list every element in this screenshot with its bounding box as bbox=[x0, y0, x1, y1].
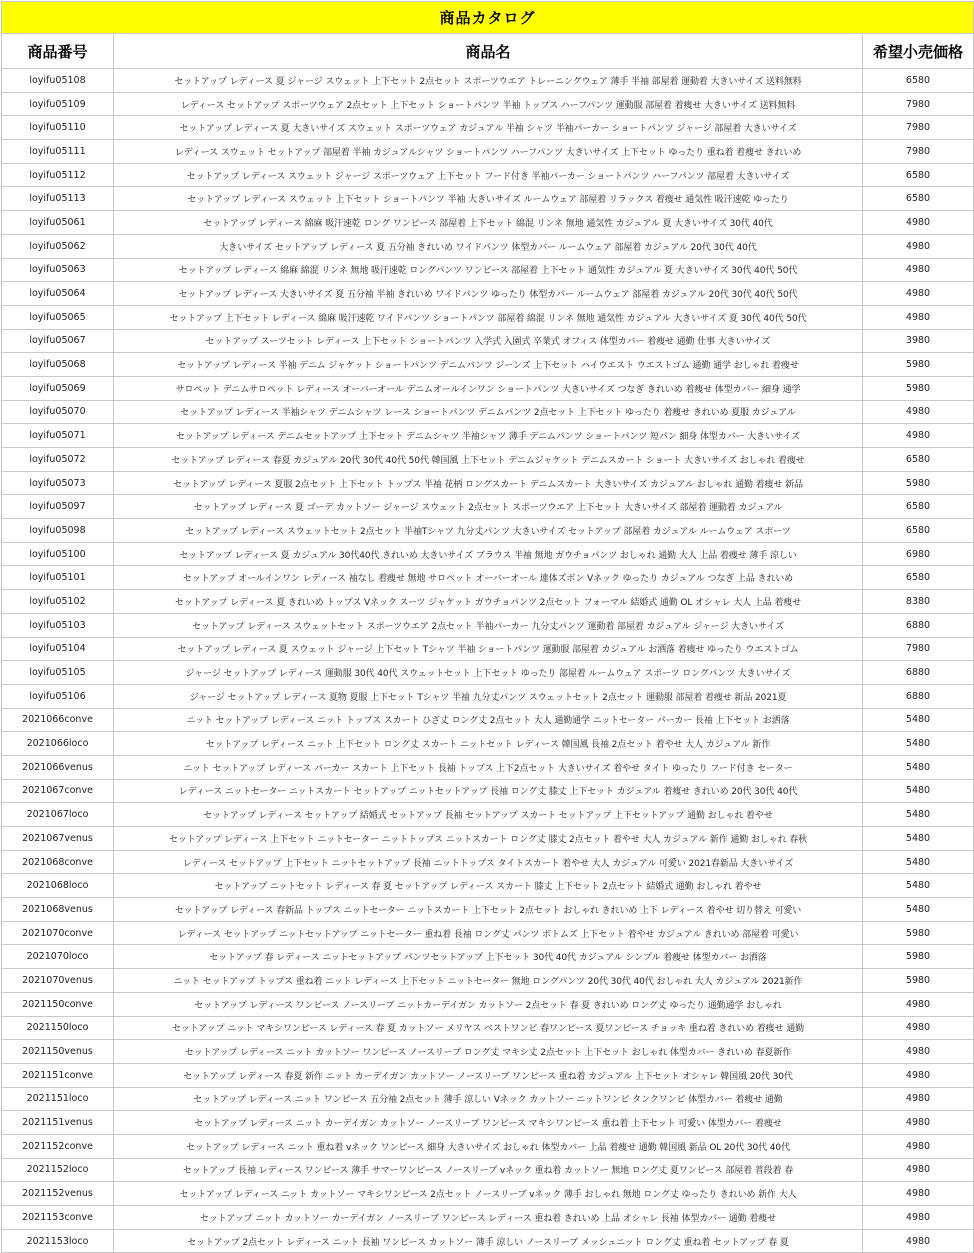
product-name-cell: セットアップ レディース 夏 大きいサイズ スウェット スポーツウェア カジュアル 半袖 シャツ 半袖パーカー ショートパンツ ジャージ 部屋着 大きいサイズ bbox=[114, 116, 863, 140]
table-row bbox=[2, 116, 974, 140]
product-code-cell: loyifu05101 bbox=[2, 566, 114, 590]
product-name-cell: セットアップ レディース 夏 ゴーデ カットソー ジャージ スウェット 2点セット スポーツウエア 上下セット 大きいサイズ 部屋着 運動着 カジュアル bbox=[114, 495, 863, 519]
table-row bbox=[2, 708, 974, 732]
table-row bbox=[2, 992, 974, 1016]
product-name-cell: セットアップ レディース 上下セット ニットセーター ニットトップス ニットスカート ロング丈 膝丈 2点セット 着やせ 大人 カジュアル 新作 通勤 おしゃれ 春秋 bbox=[114, 827, 863, 851]
product-code-cell: 2021153conve bbox=[2, 1206, 114, 1230]
price-cell: 4980 bbox=[863, 424, 974, 448]
table-row bbox=[2, 1111, 974, 1135]
product-code-cell: loyifu05070 bbox=[2, 400, 114, 424]
product-code-cell: loyifu05072 bbox=[2, 448, 114, 472]
column-header-name: 商品名 bbox=[114, 34, 863, 69]
table-row bbox=[2, 803, 974, 827]
product-name-cell: セットアップ ニットセット レディース 春 夏 セットアップ レディース スカート 膝丈 上下セット 2点セット 結婚式 通勤 おしゃれ 着やせ bbox=[114, 874, 863, 898]
price-cell: 5480 bbox=[863, 874, 974, 898]
table-row bbox=[2, 1087, 974, 1111]
product-name-cell: セットアップ レディース セットアップ 結婚式 セットアップ 長袖 セットアップ スカート セットアップ 上下セットアップ 通勤 おしゃれ 着やせ bbox=[114, 803, 863, 827]
price-cell: 4980 bbox=[863, 1158, 974, 1182]
price-cell: 4980 bbox=[863, 992, 974, 1016]
table-row bbox=[2, 140, 974, 164]
product-code-cell: 2021152conve bbox=[2, 1134, 114, 1158]
table-row bbox=[2, 329, 974, 353]
table-row bbox=[2, 1040, 974, 1064]
product-name-cell: セットアップ レディース 半袖シャツ デニムシャツ レース ショートパンツ デニムパンツ 2点セット 上下セット ゆったり 着痩せ きれいめ 夏服 カジュアル bbox=[114, 400, 863, 424]
table-row bbox=[2, 187, 974, 211]
table-row bbox=[2, 732, 974, 756]
product-name-cell: セットアップ スーツセット レディース 上下セット ショートパンツ 入学式 入園式 卒業式 オフィス 体型カバー 着痩せ 通勤 仕事 大きいサイズ bbox=[114, 329, 863, 353]
price-cell: 5480 bbox=[863, 779, 974, 803]
table-row bbox=[2, 921, 974, 945]
price-cell: 4980 bbox=[863, 282, 974, 306]
product-name-cell: セットアップ レディース 綿麻 綿混 リンネ 無地 吸汗速乾 ロングパンツ ワンピース 部屋着 上下セット 通気性 カジュアル 夏 大きいサイズ 30代 40代 50代 bbox=[114, 258, 863, 282]
product-code-cell: 2021153loco bbox=[2, 1229, 114, 1253]
product-name-cell: レディース セットアップ 上下セット ニットセットアップ 長袖 ニットトップス タイトスカート 着やせ 大人 カジュアル 可愛い 2021春新品 大きいサイズ bbox=[114, 850, 863, 874]
table-row bbox=[2, 1063, 974, 1087]
table-row bbox=[2, 898, 974, 922]
product-name-cell: セットアップ レディース 春新品 トップス ニットセーター ニットスカート 上下セット 2点セット おしゃれ きれいめ 上下 レディース 着やせ 切り替え 可愛い bbox=[114, 898, 863, 922]
table-row bbox=[2, 542, 974, 566]
price-cell: 6980 bbox=[863, 542, 974, 566]
product-code-cell: 2021070venus bbox=[2, 969, 114, 993]
price-cell: 4980 bbox=[863, 211, 974, 235]
product-name-cell: セットアップ レディース スウェット 上下セット ショートパンツ 半袖 大きいサイズ ルームウェア 部屋着 リラックス 着痩せ 通気性 吸汗速乾 ゆったり bbox=[114, 187, 863, 211]
product-name-cell: セットアップ レディース ニット カットソー ワンピース ノースリーブ ロング丈 マキシ丈 2点セット 上下セット おしゃれ 体型カバー きれいめ 春夏新作 bbox=[114, 1040, 863, 1064]
price-cell: 5980 bbox=[863, 945, 974, 969]
product-name-cell: セットアップ レディース ニット 上下セット ロング丈 スカート ニットセット レディース 韓国風 長袖 2点セット 着やせ 大人 カジュアル 新作 bbox=[114, 732, 863, 756]
product-name-cell: セットアップ レディース ニット ワンピース 五分袖 2点セット 薄手 涼しい Vネック カットソー ニットワンピ タンクワンピ 体型カバー 着痩せ 通勤 bbox=[114, 1087, 863, 1111]
product-code-cell: loyifu05061 bbox=[2, 211, 114, 235]
price-cell: 4980 bbox=[863, 1206, 974, 1230]
price-cell: 6580 bbox=[863, 163, 974, 187]
product-code-cell: loyifu05073 bbox=[2, 471, 114, 495]
product-name-cell: 大きいサイズ セットアップ レディース 夏 五分袖 きれいめ ワイドパンツ 体型カバー ルームウェア 部屋着 カジュアル 20代 30代 40代 bbox=[114, 234, 863, 258]
price-cell: 7980 bbox=[863, 92, 974, 116]
price-cell: 4980 bbox=[863, 1134, 974, 1158]
table-row bbox=[2, 1158, 974, 1182]
product-code-cell: loyifu05109 bbox=[2, 92, 114, 116]
price-cell: 6580 bbox=[863, 566, 974, 590]
product-code-cell: 2021068loco bbox=[2, 874, 114, 898]
table-row bbox=[2, 1206, 974, 1230]
product-code-cell: 2021066loco bbox=[2, 732, 114, 756]
price-cell: 4980 bbox=[863, 400, 974, 424]
product-name-cell: セットアップ レディース ニット 重ね着 vネック ワンピース 細身 大きいサイズ おしゃれ 体型カバー 上品 着痩せ 通勤 韓国風 新品 OL 20代 30代 40代 bbox=[114, 1134, 863, 1158]
price-cell: 4980 bbox=[863, 1111, 974, 1135]
table-row bbox=[2, 1134, 974, 1158]
product-code-cell: 2021151loco bbox=[2, 1087, 114, 1111]
product-code-cell: loyifu05071 bbox=[2, 424, 114, 448]
product-code-cell: loyifu05108 bbox=[2, 69, 114, 93]
product-name-cell: セットアップ ニット マキシワンピース レディース 春 夏 カットソー メリヤス ベストワンピ 春ワンピース 夏ワンピース チョッキ 重ね着 きれいめ 着痩せ 通勤 bbox=[114, 1016, 863, 1040]
product-name-cell: レディース セットアップ スポーツウェア 2点セット 上下セット ショートパンツ 半袖 トップス ハーフパンツ 運動服 部屋着 着痩せ 大きいサイズ 送料無料 bbox=[114, 92, 863, 116]
price-cell: 6580 bbox=[863, 448, 974, 472]
product-code-cell: loyifu05112 bbox=[2, 163, 114, 187]
catalog-title: 商品カタログ bbox=[2, 2, 974, 34]
price-cell: 6880 bbox=[863, 661, 974, 685]
product-name-cell: ジャージ セットアップ レディース 夏物 夏服 上下セット Tシャツ 半袖 九分丈パンツ スウェットセット 2点セット 運動服 部屋着 着痩せ 新品 2021夏 bbox=[114, 684, 863, 708]
product-name-cell: レディース セットアップ ニットセットアップ ニットセーター 重ね着 長袖 ロング丈 パンツ ボトムズ 上下セット 着やせ カジュアル きれいめ 部屋着 可愛い bbox=[114, 921, 863, 945]
product-code-cell: 2021067venus bbox=[2, 827, 114, 851]
product-name-cell: セットアップ レディース ニット カットソー マキシワンピース 2点セット ノースリーブ vネック 薄手 おしゃれ 無地 ロング丈 ゆったり きれいめ 新作 大人 bbox=[114, 1182, 863, 1206]
price-cell: 6880 bbox=[863, 684, 974, 708]
table-row bbox=[2, 282, 974, 306]
product-code-cell: loyifu05100 bbox=[2, 542, 114, 566]
price-cell: 5980 bbox=[863, 969, 974, 993]
table-row bbox=[2, 211, 974, 235]
product-name-cell: セットアップ レディース 夏 ジャージ スウェット 上下セット 2点セット スポーツウエア トレーニングウェア 薄手 半袖 部屋着 運動着 大きいサイズ 送料無料 bbox=[114, 69, 863, 93]
price-cell: 4980 bbox=[863, 1182, 974, 1206]
table-row bbox=[2, 566, 974, 590]
table-row bbox=[2, 613, 974, 637]
price-cell: 4980 bbox=[863, 234, 974, 258]
price-cell: 5480 bbox=[863, 827, 974, 851]
table-row bbox=[2, 590, 974, 614]
table-row bbox=[2, 1182, 974, 1206]
table-row bbox=[2, 376, 974, 400]
table-row bbox=[2, 637, 974, 661]
price-cell: 4980 bbox=[863, 258, 974, 282]
product-name-cell: セットアップ オールインワン レディース 袖なし 着痩せ 無地 サロペット オーバーオール 連体ズボン Vネック ゆったり カジュアル つなぎ 上品 きれいめ bbox=[114, 566, 863, 590]
price-cell: 7980 bbox=[863, 116, 974, 140]
product-code-cell: 2021151venus bbox=[2, 1111, 114, 1135]
product-name-cell: セットアップ レディース デニムセットアップ 上下セット デニムシャツ 半袖シャツ 薄手 デニムパンツ ショートパンツ 短パン 細身 体型カバー 大きいサイズ bbox=[114, 424, 863, 448]
product-code-cell: 2021152loco bbox=[2, 1158, 114, 1182]
price-cell: 5480 bbox=[863, 732, 974, 756]
price-cell: 5480 bbox=[863, 803, 974, 827]
table-row bbox=[2, 945, 974, 969]
product-code-cell: loyifu05068 bbox=[2, 353, 114, 377]
table-row bbox=[2, 779, 974, 803]
product-name-cell: ニット セットアップ レディース パーカー スカート 上下セット 長袖 トップス 上下2点セット 大きいサイズ 着やせ タイト ゆったり フード付き セーター bbox=[114, 755, 863, 779]
price-cell: 6580 bbox=[863, 69, 974, 93]
product-code-cell: loyifu05065 bbox=[2, 305, 114, 329]
product-code-cell: 2021066venus bbox=[2, 755, 114, 779]
price-cell: 4980 bbox=[863, 1016, 974, 1040]
price-cell: 5980 bbox=[863, 471, 974, 495]
product-name-cell: セットアップ レディース 夏 スウェット ジャージ 上下セット Tシャツ 半袖 ショートパンツ 運動服 部屋着 カジュアル お洒落 着痩せ ゆったり ウエストゴム bbox=[114, 637, 863, 661]
column-header-code: 商品番号 bbox=[2, 34, 114, 69]
table-row bbox=[2, 1016, 974, 1040]
product-code-cell: loyifu05063 bbox=[2, 258, 114, 282]
product-name-cell: セットアップ 春 レディース ニットセットアップ パンツセットアップ 上下セット 30代 40代 カジュアル シンプル 着痩せ 体型カバー お洒落 bbox=[114, 945, 863, 969]
price-cell: 5980 bbox=[863, 921, 974, 945]
product-name-cell: レディース ニットセーター ニットスカート セットアップ ニットセットアップ 長袖 ロング丈 膝丈 上下セット カジュアル 着痩せ きれいめ 20代 30代 40代 bbox=[114, 779, 863, 803]
product-code-cell: loyifu05067 bbox=[2, 329, 114, 353]
product-code-cell: 2021070loco bbox=[2, 945, 114, 969]
product-code-cell: loyifu05062 bbox=[2, 234, 114, 258]
product-name-cell: レディース スウェット セットアップ 部屋着 半袖 カジュアルシャツ ショートパンツ ハーフパンツ 大きいサイズ 上下セット ゆったり 重ね着 着痩せ きれいめ bbox=[114, 140, 863, 164]
table-row bbox=[2, 305, 974, 329]
product-name-cell: セットアップ レディース スウェットセット 2点セット 半袖Tシャツ 九分丈パンツ 大きいサイズ セットアップ 部屋着 カジュアル ルームウェア スポーツ bbox=[114, 519, 863, 543]
price-cell: 5980 bbox=[863, 353, 974, 377]
price-cell: 6880 bbox=[863, 613, 974, 637]
product-code-cell: 2021150conve bbox=[2, 992, 114, 1016]
product-code-cell: loyifu05110 bbox=[2, 116, 114, 140]
table-row bbox=[2, 684, 974, 708]
product-code-cell: 2021151conve bbox=[2, 1063, 114, 1087]
price-cell: 7980 bbox=[863, 637, 974, 661]
product-code-cell: 2021066conve bbox=[2, 708, 114, 732]
price-cell: 4980 bbox=[863, 1040, 974, 1064]
product-code-cell: 2021150venus bbox=[2, 1040, 114, 1064]
product-name-cell: セットアップ レディース ワンピース ノースリーブ ニットカーデイガン カットソー 2点セット 春 夏 きれいめ ロング丈 ゆったり 通勤通学 おしゃれ bbox=[114, 992, 863, 1016]
product-catalog-table bbox=[1, 1, 974, 1253]
product-code-cell: loyifu05111 bbox=[2, 140, 114, 164]
table-row bbox=[2, 755, 974, 779]
table-row bbox=[2, 827, 974, 851]
product-name-cell: セットアップ レディース 春夏 カジュアル 20代 30代 40代 50代 韓国風 上下セット デニムジャケット デニムスカート ショート 大きいサイズ おしゃれ 着痩せ bbox=[114, 448, 863, 472]
price-cell: 8380 bbox=[863, 590, 974, 614]
product-code-cell: loyifu05064 bbox=[2, 282, 114, 306]
table-row bbox=[2, 424, 974, 448]
product-name-cell: サロペット デニムサロペット レディース オーバーオール デニムオールインワン ショートパンツ 大きいサイズ つなぎ きれいめ 着痩せ 体型カバー 細身 通学 bbox=[114, 376, 863, 400]
product-code-cell: loyifu05103 bbox=[2, 613, 114, 637]
column-header-price: 希望小売価格 bbox=[863, 34, 974, 69]
product-code-cell: 2021068venus bbox=[2, 898, 114, 922]
product-code-cell: loyifu05097 bbox=[2, 495, 114, 519]
price-cell: 5480 bbox=[863, 708, 974, 732]
table-row bbox=[2, 495, 974, 519]
header-row bbox=[2, 34, 974, 69]
table-body bbox=[2, 69, 974, 1253]
product-name-cell: セットアップ レディース ニット カーデイガン カットソー ノースリーブ ワンピース マキシワンピース 重ね着 上下セット 可愛い 体型カバー 着痩せ bbox=[114, 1111, 863, 1135]
price-cell: 6580 bbox=[863, 187, 974, 211]
table-row bbox=[2, 400, 974, 424]
product-code-cell: loyifu05102 bbox=[2, 590, 114, 614]
product-name-cell: セットアップ 上下セット レディース 綿麻 吸汗速乾 ワイドパンツ ショートパンツ 部屋着 綿混 リンネ 無地 通気性 カジュアル 大きいサイズ 夏 30代 40代 50代 bbox=[114, 305, 863, 329]
product-name-cell: セットアップ ニット カットソー カーデイガン ノースリーブ ワンピース レディース 重ね着 きれいめ 上品 オシャレ 長袖 体型カバー 通勤 着痩せ bbox=[114, 1206, 863, 1230]
table-row bbox=[2, 969, 974, 993]
price-cell: 4980 bbox=[863, 1229, 974, 1253]
product-code-cell: 2021152venus bbox=[2, 1182, 114, 1206]
product-name-cell: セットアップ レディース スウェット ジャージ スポーツウェア 上下セット フード付き 半袖パーカー ショートパンツ ハーフパンツ 部屋着 大きいサイズ bbox=[114, 163, 863, 187]
product-code-cell: loyifu05106 bbox=[2, 684, 114, 708]
table-row bbox=[2, 69, 974, 93]
table-row bbox=[2, 1229, 974, 1253]
product-name-cell: セットアップ 長袖 レディース ワンピース 薄手 サマーワンピース ノースリーブ vネック 重ね着 カットソー 無地 ロング丈 夏ワンピース 部屋着 普段着 春 bbox=[114, 1158, 863, 1182]
product-name-cell: セットアップ レディース 夏 きれいめ トップス Vネック スーツ ジャケット ガウチョパンツ 2点セット フォーマル 結婚式 通勤 OL オシャレ 大人 上品 着痩せ bbox=[114, 590, 863, 614]
product-name-cell: セットアップ レディース 夏服 2点セット 上下セット トップス 半袖 花柄 ロングスカート デニムスカート 大きいサイズ カジュアル おしゃれ 通勤 着痩せ 新品 bbox=[114, 471, 863, 495]
product-name-cell: セットアップ レディース 夏 カジュアル 30代40代 きれいめ 大きいサイズ ブラウス 半袖 無地 ガウチョパンツ おしゃれ 通勤 大人 上品 着痩せ 薄手 涼しい bbox=[114, 542, 863, 566]
product-name-cell: ニット セットアップ レディース ニット トップス スカート ひざ丈 ロング丈 2点セット 大人 通勤通学 ニットセーター パーカー 長袖 上下セット お洒落 bbox=[114, 708, 863, 732]
table-row bbox=[2, 519, 974, 543]
price-cell: 5980 bbox=[863, 376, 974, 400]
product-code-cell: loyifu05104 bbox=[2, 637, 114, 661]
table-row bbox=[2, 258, 974, 282]
product-name-cell: セットアップ レディース 春夏 新作 ニット カーデイガン カットソー ノースリーブ ワンピース 重ね着 カジュアル 上下セット オシャレ 韓国風 20代 30代 bbox=[114, 1063, 863, 1087]
price-cell: 4980 bbox=[863, 305, 974, 329]
product-code-cell: loyifu05113 bbox=[2, 187, 114, 211]
product-code-cell: loyifu05105 bbox=[2, 661, 114, 685]
price-cell: 6580 bbox=[863, 519, 974, 543]
title-row bbox=[2, 2, 974, 34]
table-row bbox=[2, 874, 974, 898]
table-row bbox=[2, 163, 974, 187]
table-row bbox=[2, 234, 974, 258]
price-cell: 6580 bbox=[863, 495, 974, 519]
price-cell: 4980 bbox=[863, 1087, 974, 1111]
product-code-cell: 2021070conve bbox=[2, 921, 114, 945]
product-code-cell: 2021150loco bbox=[2, 1016, 114, 1040]
price-cell: 3980 bbox=[863, 329, 974, 353]
table-row bbox=[2, 448, 974, 472]
price-cell: 5480 bbox=[863, 755, 974, 779]
product-code-cell: 2021068conve bbox=[2, 850, 114, 874]
product-code-cell: 2021067conve bbox=[2, 779, 114, 803]
product-name-cell: セットアップ レディース 綿麻 吸汗速乾 ロング ワンピース 部屋着 上下セット 綿混 リンネ 無地 通気性 カジュアル 夏 大きいサイズ 30代 40代 bbox=[114, 211, 863, 235]
table-row bbox=[2, 661, 974, 685]
product-name-cell: セットアップ レディース 大きいサイズ 夏 五分袖 半袖 きれいめ ワイドパンツ ゆったり 体型カバー ルームウェア 部屋着 カジュアル 20代 30代 40代 50代 bbox=[114, 282, 863, 306]
product-name-cell: ニット セットアップ トップス 重ね着 ニット レディース 上下セット ニットセーター 無地 ロングパンツ 20代 30代 40代 おしゃれ 大人 カジュアル 2021新作 bbox=[114, 969, 863, 993]
product-code-cell: 2021067loco bbox=[2, 803, 114, 827]
price-cell: 5480 bbox=[863, 898, 974, 922]
table-row bbox=[2, 850, 974, 874]
price-cell: 7980 bbox=[863, 140, 974, 164]
product-code-cell: loyifu05069 bbox=[2, 376, 114, 400]
product-name-cell: セットアップ 2点セット レディース ニット 長袖 ワンピース カットソー 薄手 涼しい ノースリーブ メッシュニット ロング丈 重ね着 セットアップ 春 夏 bbox=[114, 1229, 863, 1253]
product-name-cell: セットアップ レディース スウェットセット スポーツウエア 2点セット 半袖パーカー 九分丈パンツ 運動着 部屋着 カジュアル ジャージ 大きいサイズ bbox=[114, 613, 863, 637]
product-code-cell: loyifu05098 bbox=[2, 519, 114, 543]
price-cell: 5480 bbox=[863, 850, 974, 874]
product-name-cell: ジャージ セットアップ レディース 運動服 30代 40代 スウェットセット 上下セット ゆったり 部屋着 ルームウェア スポーツ ロングパンツ 大きいサイズ bbox=[114, 661, 863, 685]
table-row bbox=[2, 92, 974, 116]
price-cell: 4980 bbox=[863, 1063, 974, 1087]
product-name-cell: セットアップ レディース 半袖 デニム ジャケット ショートパンツ デニムパンツ ジーンズ 上下セット ハイウエスト ウエストゴム 通勤 通学 おしゃれ 着痩せ bbox=[114, 353, 863, 377]
table-row bbox=[2, 353, 974, 377]
table-row bbox=[2, 471, 974, 495]
